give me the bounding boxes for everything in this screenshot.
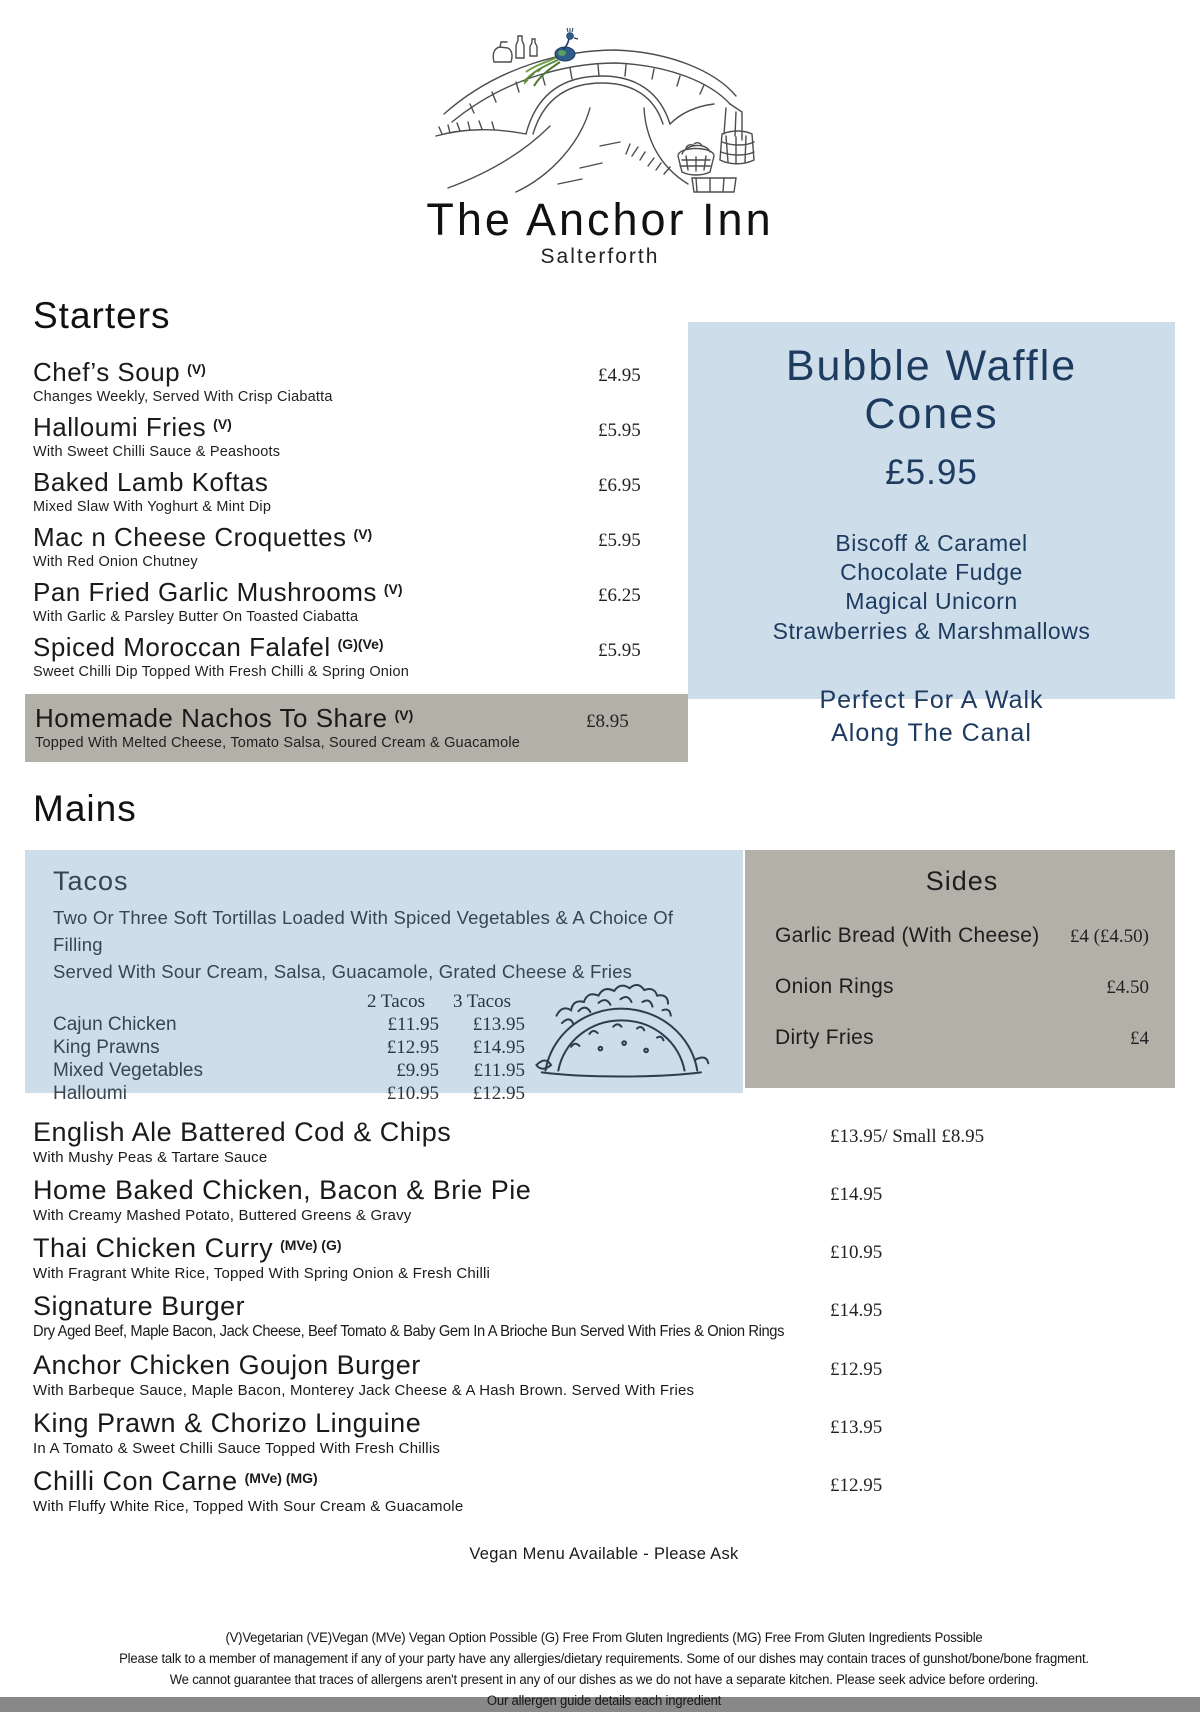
flavour: Strawberries & Marshmallows: [772, 617, 1091, 644]
item-name: Mac n Cheese Croquettes: [33, 522, 347, 553]
footer-line: (V)Vegetarian (VE)Vegan (MVe) Vegan Option Possible (G) Free From Gluten Ingredients (MG) Free From Gluten Ingredients Possible: [225, 1630, 983, 1646]
menu-item-cod-chips: English Ale Battered Cod & Chips £13.95/ Small £8.95 With Mushy Peas & Tartare Sauce: [33, 1117, 985, 1167]
item-description: With Garlic & Parsley Butter On Toasted Ciabatta: [33, 609, 359, 626]
menu-item-thai-curry: Thai Chicken Curry (MVe) (G) £10.95 With Fragrant White Rice, Topped With Spring Onion & Fresh Chilli: [33, 1233, 883, 1283]
menu-item-prawn-linguine: King Prawn & Chorizo Linguine £13.95 In A Tomato & Sweet Chilli Sauce Topped With Fresh Chillis: [33, 1408, 883, 1458]
menu-item-chicken-brie-pie: Home Baked Chicken, Bacon & Brie Pie £14.95 With Creamy Mashed Potato, Buttered Greens & Gravy: [33, 1175, 883, 1225]
item-price: £5.95: [598, 420, 641, 442]
flavour: Chocolate Fudge: [840, 559, 1023, 585]
item-price: £5.95: [598, 640, 641, 662]
side-dirty-fries: Dirty Fries £4: [775, 1026, 1149, 1050]
flavour: Biscoff & Caramel: [835, 529, 1028, 556]
diet-badge: (G)(Ve): [337, 636, 384, 653]
featured-nachos-band: [25, 694, 688, 762]
diet-badge: (V): [213, 416, 232, 433]
menu-item-lamb-koftas: [33, 467, 688, 515]
tacos-title: Tacos: [53, 866, 129, 897]
item-price: £6.25: [598, 585, 641, 607]
page-subtitle: Salterforth: [540, 245, 660, 269]
item-name: Halloumi Fries: [33, 412, 207, 443]
tacos-description: Two Or Three Soft Tortillas Loaded With Spiced Vegetables & A Choice Of Filling Served With Sour Cream, Salsa, Guacamole, Grated Cheese & Fries: [53, 907, 674, 982]
mains-heading: Mains: [33, 788, 137, 830]
taco-row-halloumi: Halloumi £10.95 £12.95: [53, 1083, 525, 1105]
item-name: Baked Lamb Koftas: [33, 467, 269, 498]
taco-row-mixed-vegetables: Mixed Vegetables £9.95 £11.95: [53, 1060, 525, 1082]
item-name: Pan Fried Garlic Mushrooms: [33, 577, 377, 608]
menu-item-halloumi-fries: [33, 412, 688, 460]
bubble-waffle-title: Bubble Waffle Cones: [785, 342, 1078, 439]
allergen-footer: [33, 1628, 1175, 1712]
footer-line: Our allergen guide details each ingredient: [486, 1693, 722, 1709]
diet-badge: (V): [394, 707, 414, 724]
footer-line: We cannot guarantee that traces of allergens aren't present in any of our dishes as we do not have a separate kitchen. Please seek advice before ordering.: [169, 1672, 1039, 1688]
diet-badge: (V): [353, 526, 373, 543]
bubble-waffle-note: Perfect For A Walk Along The Canal: [819, 686, 1044, 747]
sides-panel: [745, 850, 1175, 1088]
col-header-3-tacos: 3 Tacos: [453, 990, 511, 1012]
page-title: The Anchor Inn: [426, 194, 774, 245]
item-description: With Red Onion Chutney: [33, 554, 198, 571]
taco-row-king-prawns: King Prawns £12.95 £14.95: [53, 1037, 525, 1059]
menu-item-chefs-soup: [33, 357, 688, 405]
menu-item-moroccan-falafel: [33, 632, 688, 680]
menu-item-goujon-burger: Anchor Chicken Goujon Burger £12.95 With Barbeque Sauce, Maple Bacon, Monterey Jack Cheese & A Hash Brown. Served With Fries: [33, 1350, 883, 1400]
bubble-waffle-price: £5.95: [885, 452, 978, 492]
item-description: With Sweet Chilli Sauce & Peashoots: [33, 444, 281, 461]
side-garlic-bread: Garlic Bread (With Cheese) £4 (£4.50): [775, 924, 1149, 948]
anchor-inn-logo: [430, 16, 770, 196]
item-name: Homemade Nachos To Share: [35, 703, 388, 734]
sides-heading: Sides: [925, 866, 999, 897]
flavour: Magical Unicorn: [845, 588, 1018, 615]
col-header-2-tacos: 2 Tacos: [367, 990, 425, 1012]
footer-line: Please talk to a member of management if any of your party have any allergies/dietary requirements. Some of our dishes may contain traces of gunshot/bone/bone fragment.: [119, 1651, 1089, 1667]
diet-badge: (V): [187, 361, 206, 378]
item-description: Changes Weekly, Served With Crisp Ciabatta: [33, 389, 333, 406]
diet-badge: (V): [383, 581, 403, 598]
item-description: Sweet Chilli Dip Topped With Fresh Chilli & Spring Onion: [33, 664, 410, 681]
side-onion-rings: Onion Rings £4.50: [775, 975, 1149, 999]
starters-section: [33, 295, 688, 762]
bubble-waffle-panel: [688, 322, 1175, 747]
menu-item-chilli-con-carne: Chilli Con Carne (MVe) (MG) £12.95 With Fluffy White Rice, Topped With Sour Cream & Guacamole: [33, 1466, 883, 1516]
item-name: Chef’s Soup: [33, 357, 181, 388]
vegan-menu-note: Vegan Menu Available - Please Ask: [469, 1545, 739, 1564]
bubble-waffle-flavours: [688, 529, 1175, 647]
item-price: £6.95: [598, 475, 641, 497]
menu-item-signature-burger: Signature Burger £14.95 Dry Aged Beef, Maple Bacon, Jack Cheese, Beef Tomato & Baby Gem In A Brioche Bun Served With Fries & Onion Rings: [33, 1291, 883, 1341]
item-name: Spiced Moroccan Falafel: [33, 632, 331, 663]
taco-illustration: [528, 959, 713, 1087]
header: [0, 0, 1200, 269]
item-price: £4.95: [598, 365, 641, 387]
taco-row-cajun-chicken: Cajun Chicken £11.95 £13.95: [53, 1013, 525, 1035]
starters-heading: Starters: [33, 295, 171, 337]
item-price: £8.95: [586, 711, 629, 733]
tacos-panel: [25, 850, 743, 1105]
menu-item-mac-n-cheese: [33, 522, 688, 570]
mains-list: [33, 1117, 1175, 1515]
item-description: Topped With Melted Cheese, Tomato Salsa, Soured Cream & Guacamole: [35, 735, 521, 752]
item-description: Mixed Slaw With Yoghurt & Mint Dip: [33, 499, 272, 516]
menu-item-garlic-mushrooms: [33, 577, 688, 625]
item-price: £5.95: [598, 530, 641, 552]
